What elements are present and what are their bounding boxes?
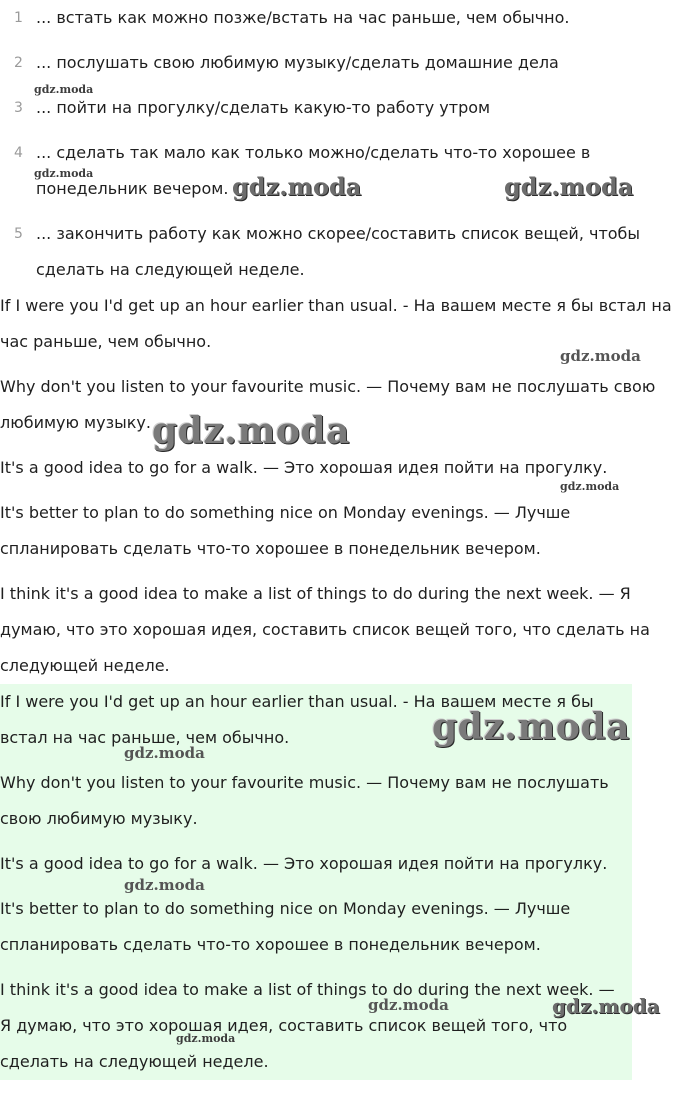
highlighted-answer-5: I think it's a good idea to make a list of things to do during the next week. — Я думаю, что это хорошая идея, составить список вещей того, что сделать на следующей неделе. [0,980,615,1071]
watermark: gdz.moda [368,996,449,1014]
task-number: 5 [14,226,23,242]
answer-3: It's a good idea to go for a walk. — Это хорошая идея пойти на прогулку. [0,458,608,477]
task-text: ... сделать так мало как только можно/сделать что-то хорошее в понедельник вечером. [36,143,591,198]
highlighted-answer-1: If I were you I'd get up an hour earlier than usual. - На вашем месте я бы встал на час раньше, чем обычно. [0,692,594,747]
task-text: ... пойти на прогулку/сделать какую-то работу утром [36,98,491,117]
watermark: gdz.moda [560,347,641,365]
answer-4: It's better to plan to do something nice on Monday evenings. — Лучше спланировать сделать что-то хорошее в понедельник вечером. [0,503,571,558]
watermark: gdz.moda [152,410,350,452]
task-item-3 [14,90,672,126]
answer-1: If I were you I'd get up an hour earlier than usual. - На вашем месте я бы встал на час раньше, чем обычно. [0,296,672,351]
task-item-2 [14,45,672,81]
task-text: ... послушать свою любимую музыку/сделать домашние дела [36,53,559,72]
task-number: 4 [14,145,23,161]
watermark: gdz.moda [34,167,94,180]
highlighted-answer-3: It's a good idea to go for a walk. — Это хорошая идея пойти на прогулку. [0,854,608,873]
watermark: gdz.moda [504,172,634,201]
task-number: 3 [14,100,23,116]
task-item-1 [14,0,672,36]
task-number: 1 [14,10,23,26]
watermark: gdz.moda [560,480,620,493]
watermark: gdz.moda [232,172,362,201]
answer-2: Why don't you listen to your favourite music. — Почему вам не послушать свою любимую музыку. [0,377,656,432]
highlighted-answer-2: Why don't you listen to your favourite music. — Почему вам не послушать свою любимую музыку. [0,773,609,828]
watermark: gdz.moda [432,706,630,748]
answer-5: I think it's a good idea to make a list of things to do during the next week. — Я думаю, что это хорошая идея, составить список вещей того, что сделать на следующей неделе. [0,584,650,675]
watermark: gdz.moda [34,83,94,96]
watermark: gdz.moda [124,876,205,894]
task-text: ... закончить работу как можно скорее/составить список вещей, чтобы сделать на следующей неделе. [36,224,641,279]
watermark: gdz.moda [552,994,660,1018]
task-number: 2 [14,55,23,71]
task-text: ... встать как можно позже/встать на час раньше, чем обычно. [36,8,570,27]
watermark: gdz.moda [176,1032,236,1045]
task-item-5 [14,216,672,288]
watermark: gdz.moda [124,744,205,762]
highlighted-answer-4: It's better to plan to do something nice on Monday evenings. — Лучше спланировать сделать что-то хорошее в понедельник вечером. [0,899,571,954]
